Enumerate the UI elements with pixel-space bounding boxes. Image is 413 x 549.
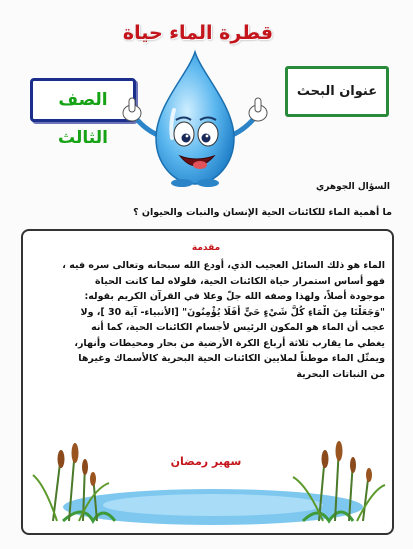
topic-label: عنوان البحث [296, 84, 378, 99]
key-question-text: ما أهمية الماء للكائنات الحية الإنسان والنبات والحيوان ؟ [133, 207, 392, 218]
author-name: سهير رمضان [170, 455, 242, 468]
introduction-heading: مقدمة [191, 243, 221, 253]
text-line: عجب أن الماء هو المكون الرئيس لأجسام الكائنات الحية، كما أنه [91, 322, 385, 333]
text-line: موجودة أصلاً، ولهذا وصفه الله جلّ وعلا في القرآن الكريم بقوله: [84, 291, 385, 302]
text-line: ويمثّل الماء موطناً لملايين الكائنات الحية البحرية كالأسماك وغيرها [78, 353, 385, 364]
water-drop-mascot-icon [120, 50, 270, 188]
pond-scene [23, 425, 389, 529]
text-line: الماء هو ذلك السائل العجيب الذي، أودع الله سبحانه وتعالى سره فيه ، [62, 260, 385, 271]
text-line: "وَجَعَلْنَا مِنَ الْمَاءِ كُلَّ شَيْءٍ حَيٍّ أَفَلَا يُؤْمِنُونَ" [الأنبياء- آية 30 ]، ولا [80, 306, 385, 318]
introduction-body [30, 258, 385, 382]
topic-box [285, 66, 389, 117]
text-line: يغطي ما يقارب ثلاثة أرباع الكرة الأرضية من بحار ومحيطات وأنهار، [74, 337, 385, 349]
text-line: فهو أساس استمرار حياة الكائنات الحية، فلولاه لما كانت الحياة [95, 275, 385, 287]
key-question-label: السؤال الجوهري [316, 182, 390, 192]
page-title: قطرة الماء حياة [122, 22, 274, 44]
grade-label: الصف الثالث [58, 90, 108, 148]
text-line: من النباتات البحرية [296, 368, 385, 380]
